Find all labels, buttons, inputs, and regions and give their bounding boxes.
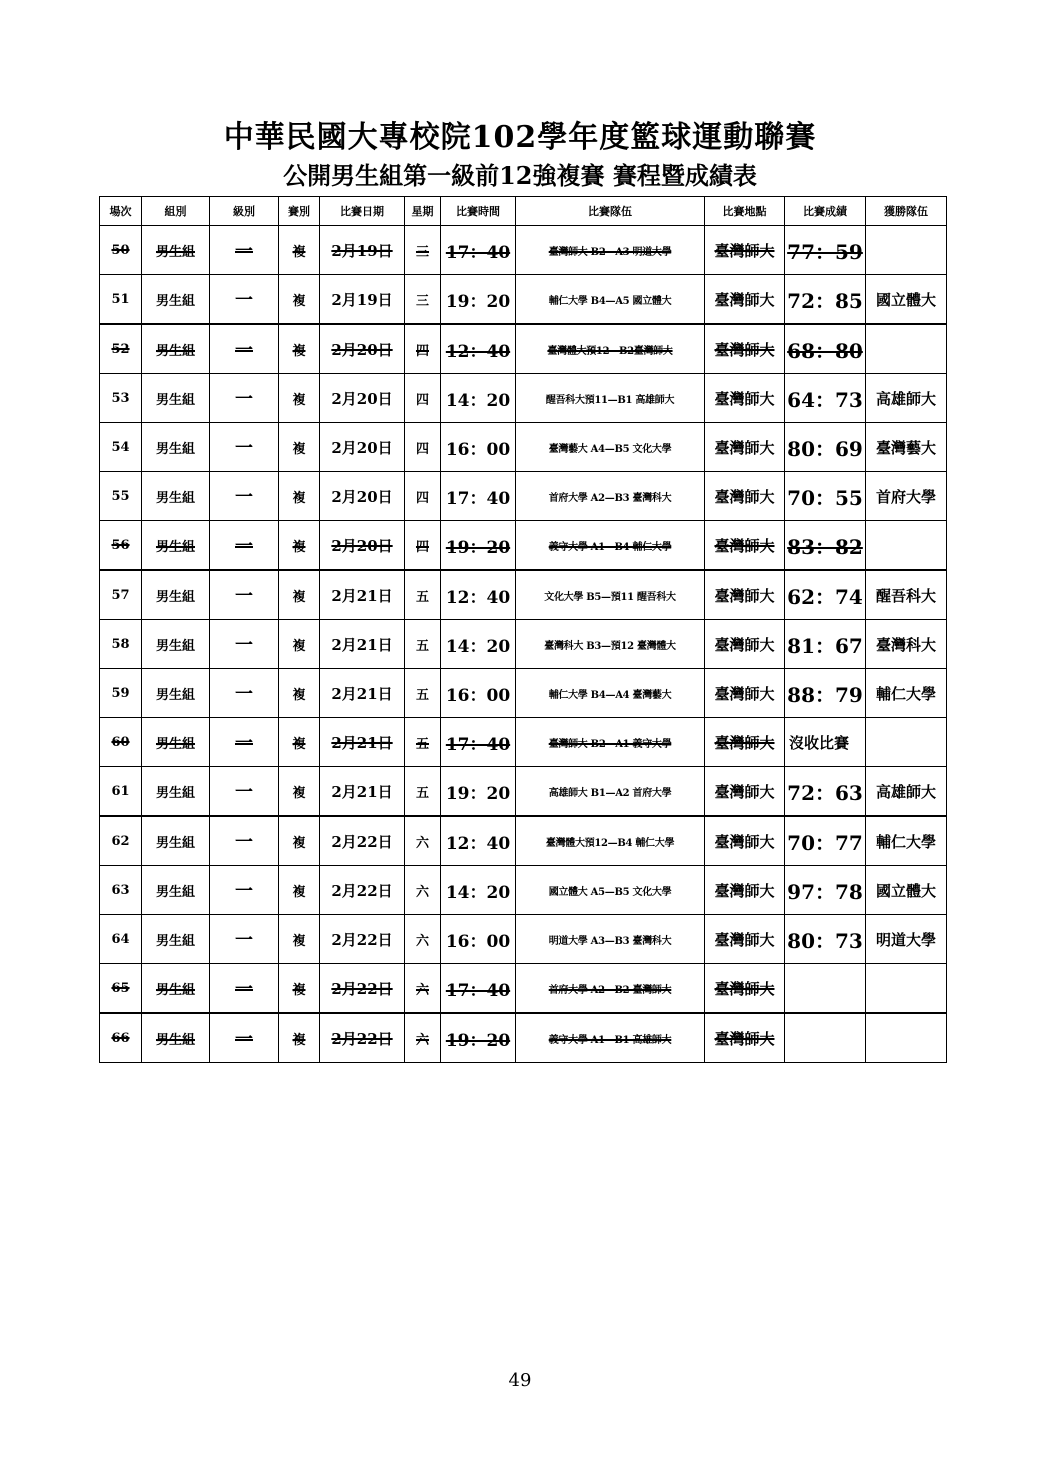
type-cell: 複 xyxy=(279,275,320,325)
date-cell: 2月20日 xyxy=(320,423,405,472)
match-number: 59 xyxy=(100,669,142,718)
match-number: 53 xyxy=(100,374,142,423)
weekday-cell: 四 xyxy=(405,423,441,472)
venue-cell: 臺灣師大 xyxy=(705,669,785,718)
group-cell: 男生組 xyxy=(142,816,210,866)
weekday-cell: 六 xyxy=(405,964,441,1014)
header-cell: 星期 xyxy=(405,197,441,226)
score-cell: 62：74 xyxy=(785,570,866,620)
winner-cell: 國立體大 xyxy=(866,275,947,325)
weekday-cell: 四 xyxy=(405,521,441,571)
score-cell: 80：69 xyxy=(785,423,866,472)
score-cell: 沒收比賽 xyxy=(785,718,866,767)
date-cell: 2月21日 xyxy=(320,620,405,669)
level-cell: 一 xyxy=(210,866,279,915)
time-cell: 14：20 xyxy=(441,620,516,669)
date-cell: 2月22日 xyxy=(320,816,405,866)
type-cell: 複 xyxy=(279,472,320,521)
teams-cell: 臺灣藝大 A4—B5 文化大學 xyxy=(516,423,705,472)
score-cell xyxy=(785,1013,866,1063)
winner-cell: 首府大學 xyxy=(866,472,947,521)
weekday-cell: 四 xyxy=(405,472,441,521)
teams-cell: 明道大學 A3—B3 臺灣科大 xyxy=(516,915,705,964)
score-cell: 64：73 xyxy=(785,374,866,423)
weekday-cell: 六 xyxy=(405,866,441,915)
time-cell: 14：20 xyxy=(441,866,516,915)
score-cell: 70：55 xyxy=(785,472,866,521)
winner-cell xyxy=(866,324,947,374)
table-row xyxy=(100,866,947,915)
type-cell: 複 xyxy=(279,1013,320,1063)
type-cell: 複 xyxy=(279,374,320,423)
document-subtitle: 公開男生組第一級前12強複賽 賽程暨成績表 xyxy=(283,161,757,190)
weekday-cell: 三 xyxy=(405,275,441,325)
teams-cell: 臺灣師大 B2—A3 明道大學 xyxy=(516,226,705,275)
match-number: 55 xyxy=(100,472,142,521)
table-row xyxy=(100,275,947,325)
winner-cell xyxy=(866,964,947,1014)
header-cell: 組別 xyxy=(142,197,210,226)
schedule-rows xyxy=(100,226,947,1063)
type-cell: 複 xyxy=(279,570,320,620)
header-cell: 獲勝隊伍 xyxy=(866,197,947,226)
weekday-cell: 五 xyxy=(405,570,441,620)
schedule-table xyxy=(99,196,947,1063)
date-cell: 2月21日 xyxy=(320,669,405,718)
winner-cell: 輔仁大學 xyxy=(866,816,947,866)
level-cell: 一 xyxy=(210,374,279,423)
date-cell: 2月19日 xyxy=(320,275,405,325)
page-number: 49 xyxy=(508,1370,532,1391)
winner-cell xyxy=(866,226,947,275)
teams-cell: 首府大學 A2—B3 臺灣科大 xyxy=(516,472,705,521)
group-cell: 男生組 xyxy=(142,226,210,275)
match-number: 51 xyxy=(100,275,142,325)
match-number: 62 xyxy=(100,816,142,866)
match-number: 60 xyxy=(100,718,142,767)
time-cell: 17：40 xyxy=(441,964,516,1014)
header-cell: 場次 xyxy=(100,197,142,226)
winner-cell xyxy=(866,521,947,571)
venue-cell: 臺灣師大 xyxy=(705,816,785,866)
time-cell: 17：40 xyxy=(441,718,516,767)
winner-cell xyxy=(866,718,947,767)
time-cell: 19：20 xyxy=(441,767,516,817)
match-number: 50 xyxy=(100,226,142,275)
match-number: 65 xyxy=(100,964,142,1014)
winner-cell: 醒吾科大 xyxy=(866,570,947,620)
score-cell: 72：63 xyxy=(785,767,866,817)
date-cell: 2月19日 xyxy=(320,226,405,275)
header-cell: 賽別 xyxy=(279,197,320,226)
type-cell: 複 xyxy=(279,866,320,915)
header-cell: 比賽地點 xyxy=(705,197,785,226)
group-cell: 男生組 xyxy=(142,324,210,374)
match-number: 56 xyxy=(100,521,142,571)
table-row xyxy=(100,521,947,571)
time-cell: 19：20 xyxy=(441,1013,516,1063)
table-row xyxy=(100,324,947,374)
teams-cell: 義守大學 A1—B4 輔仁大學 xyxy=(516,521,705,571)
venue-cell: 臺灣師大 xyxy=(705,718,785,767)
header-cell: 比賽隊伍 xyxy=(516,197,705,226)
time-cell: 16：00 xyxy=(441,915,516,964)
match-number: 57 xyxy=(100,570,142,620)
time-cell: 17：40 xyxy=(441,226,516,275)
type-cell: 複 xyxy=(279,669,320,718)
teams-cell: 臺灣科大 B3—預12 臺灣體大 xyxy=(516,620,705,669)
date-cell: 2月20日 xyxy=(320,472,405,521)
date-cell: 2月20日 xyxy=(320,521,405,571)
teams-cell: 醒吾科大預11—B1 高雄師大 xyxy=(516,374,705,423)
weekday-cell: 四 xyxy=(405,324,441,374)
group-cell: 男生組 xyxy=(142,374,210,423)
level-cell: 一 xyxy=(210,521,279,571)
group-cell: 男生組 xyxy=(142,521,210,571)
match-number: 66 xyxy=(100,1013,142,1063)
type-cell: 複 xyxy=(279,423,320,472)
weekday-cell: 五 xyxy=(405,669,441,718)
table-row xyxy=(100,1013,947,1063)
venue-cell: 臺灣師大 xyxy=(705,620,785,669)
level-cell: 一 xyxy=(210,669,279,718)
match-number: 52 xyxy=(100,324,142,374)
winner-cell: 高雄師大 xyxy=(866,374,947,423)
level-cell: 一 xyxy=(210,226,279,275)
group-cell: 男生組 xyxy=(142,275,210,325)
venue-cell: 臺灣師大 xyxy=(705,472,785,521)
level-cell: 一 xyxy=(210,718,279,767)
level-cell: 一 xyxy=(210,620,279,669)
match-number: 63 xyxy=(100,866,142,915)
teams-cell: 臺灣師大 B2—A1 義守大學 xyxy=(516,718,705,767)
group-cell: 男生組 xyxy=(142,620,210,669)
type-cell: 複 xyxy=(279,226,320,275)
match-number: 64 xyxy=(100,915,142,964)
weekday-cell: 三 xyxy=(405,226,441,275)
venue-cell: 臺灣師大 xyxy=(705,226,785,275)
level-cell: 一 xyxy=(210,275,279,325)
winner-cell: 臺灣科大 xyxy=(866,620,947,669)
score-cell: 68：80 xyxy=(785,324,866,374)
date-cell: 2月20日 xyxy=(320,374,405,423)
time-cell: 16：00 xyxy=(441,669,516,718)
teams-cell: 文化大學 B5—預11 醒吾科大 xyxy=(516,570,705,620)
group-cell: 男生組 xyxy=(142,718,210,767)
venue-cell: 臺灣師大 xyxy=(705,964,785,1014)
score-cell: 88：79 xyxy=(785,669,866,718)
type-cell: 複 xyxy=(279,964,320,1014)
group-cell: 男生組 xyxy=(142,669,210,718)
venue-cell: 臺灣師大 xyxy=(705,275,785,325)
level-cell: 一 xyxy=(210,816,279,866)
weekday-cell: 四 xyxy=(405,374,441,423)
venue-cell: 臺灣師大 xyxy=(705,866,785,915)
table-row xyxy=(100,767,947,817)
group-cell: 男生組 xyxy=(142,915,210,964)
header-cell: 級別 xyxy=(210,197,279,226)
winner-cell: 高雄師大 xyxy=(866,767,947,817)
date-cell: 2月21日 xyxy=(320,767,405,817)
table-row xyxy=(100,570,947,620)
teams-cell: 國立體大 A5—B5 文化大學 xyxy=(516,866,705,915)
table-row xyxy=(100,964,947,1014)
score-cell: 72：85 xyxy=(785,275,866,325)
level-cell: 一 xyxy=(210,423,279,472)
level-cell: 一 xyxy=(210,767,279,817)
time-cell: 19：20 xyxy=(441,521,516,571)
type-cell: 複 xyxy=(279,767,320,817)
score-cell: 80：73 xyxy=(785,915,866,964)
winner-cell: 明道大學 xyxy=(866,915,947,964)
weekday-cell: 五 xyxy=(405,767,441,817)
table-row xyxy=(100,915,947,964)
date-cell: 2月22日 xyxy=(320,1013,405,1063)
teams-cell: 輔仁大學 B4—A5 國立體大 xyxy=(516,275,705,325)
level-cell: 一 xyxy=(210,472,279,521)
level-cell: 一 xyxy=(210,1013,279,1063)
winner-cell: 國立體大 xyxy=(866,866,947,915)
group-cell: 男生組 xyxy=(142,964,210,1014)
venue-cell: 臺灣師大 xyxy=(705,324,785,374)
type-cell: 複 xyxy=(279,521,320,571)
table-row xyxy=(100,423,947,472)
venue-cell: 臺灣師大 xyxy=(705,915,785,964)
match-number: 61 xyxy=(100,767,142,817)
venue-cell: 臺灣師大 xyxy=(705,570,785,620)
venue-cell: 臺灣師大 xyxy=(705,521,785,571)
venue-cell: 臺灣師大 xyxy=(705,767,785,817)
teams-cell: 首府大學 A2—B2 臺灣師大 xyxy=(516,964,705,1014)
teams-cell: 輔仁大學 B4—A4 臺灣藝大 xyxy=(516,669,705,718)
level-cell: 一 xyxy=(210,964,279,1014)
time-cell: 17：40 xyxy=(441,472,516,521)
table-row xyxy=(100,816,947,866)
match-number: 54 xyxy=(100,423,142,472)
group-cell: 男生組 xyxy=(142,767,210,817)
winner-cell: 臺灣藝大 xyxy=(866,423,947,472)
time-cell: 16：00 xyxy=(441,423,516,472)
type-cell: 複 xyxy=(279,816,320,866)
venue-cell: 臺灣師大 xyxy=(705,423,785,472)
time-cell: 12：40 xyxy=(441,324,516,374)
level-cell: 一 xyxy=(210,570,279,620)
venue-cell: 臺灣師大 xyxy=(705,374,785,423)
score-cell: 81：67 xyxy=(785,620,866,669)
teams-cell: 高雄師大 B1—A2 首府大學 xyxy=(516,767,705,817)
type-cell: 複 xyxy=(279,915,320,964)
date-cell: 2月22日 xyxy=(320,915,405,964)
header-cell: 比賽時間 xyxy=(441,197,516,226)
weekday-cell: 六 xyxy=(405,915,441,964)
time-cell: 19：20 xyxy=(441,275,516,325)
type-cell: 複 xyxy=(279,620,320,669)
score-cell: 70：77 xyxy=(785,816,866,866)
teams-cell: 臺灣體大預12—B2臺灣師大 xyxy=(516,324,705,374)
group-cell: 男生組 xyxy=(142,472,210,521)
score-cell: 83：82 xyxy=(785,521,866,571)
teams-cell: 臺灣體大預12—B4 輔仁大學 xyxy=(516,816,705,866)
date-cell: 2月22日 xyxy=(320,866,405,915)
match-number: 58 xyxy=(100,620,142,669)
group-cell: 男生組 xyxy=(142,1013,210,1063)
table-row xyxy=(100,620,947,669)
type-cell: 複 xyxy=(279,324,320,374)
date-cell: 2月21日 xyxy=(320,718,405,767)
score-cell: 97：78 xyxy=(785,866,866,915)
level-cell: 一 xyxy=(210,324,279,374)
score-cell xyxy=(785,964,866,1014)
venue-cell: 臺灣師大 xyxy=(705,1013,785,1063)
time-cell: 12：40 xyxy=(441,570,516,620)
date-cell: 2月21日 xyxy=(320,570,405,620)
table-row xyxy=(100,226,947,275)
header-cell: 比賽成績 xyxy=(785,197,866,226)
weekday-cell: 六 xyxy=(405,1013,441,1063)
header-row xyxy=(100,197,947,226)
table-row xyxy=(100,374,947,423)
weekday-cell: 五 xyxy=(405,718,441,767)
winner-cell: 輔仁大學 xyxy=(866,669,947,718)
type-cell: 複 xyxy=(279,718,320,767)
weekday-cell: 五 xyxy=(405,620,441,669)
table-row xyxy=(100,669,947,718)
table-row xyxy=(100,472,947,521)
group-cell: 男生組 xyxy=(142,423,210,472)
winner-cell xyxy=(866,1013,947,1063)
document-title: 中華民國大專校院102學年度籃球運動聯賽 xyxy=(223,120,817,155)
group-cell: 男生組 xyxy=(142,866,210,915)
date-cell: 2月20日 xyxy=(320,324,405,374)
level-cell: 一 xyxy=(210,915,279,964)
weekday-cell: 六 xyxy=(405,816,441,866)
time-cell: 14：20 xyxy=(441,374,516,423)
teams-cell: 義守大學 A1—B1 高雄師大 xyxy=(516,1013,705,1063)
score-cell: 77：59 xyxy=(785,226,866,275)
header-cell: 比賽日期 xyxy=(320,197,405,226)
time-cell: 12：40 xyxy=(441,816,516,866)
group-cell: 男生組 xyxy=(142,570,210,620)
date-cell: 2月22日 xyxy=(320,964,405,1014)
table-row xyxy=(100,718,947,767)
